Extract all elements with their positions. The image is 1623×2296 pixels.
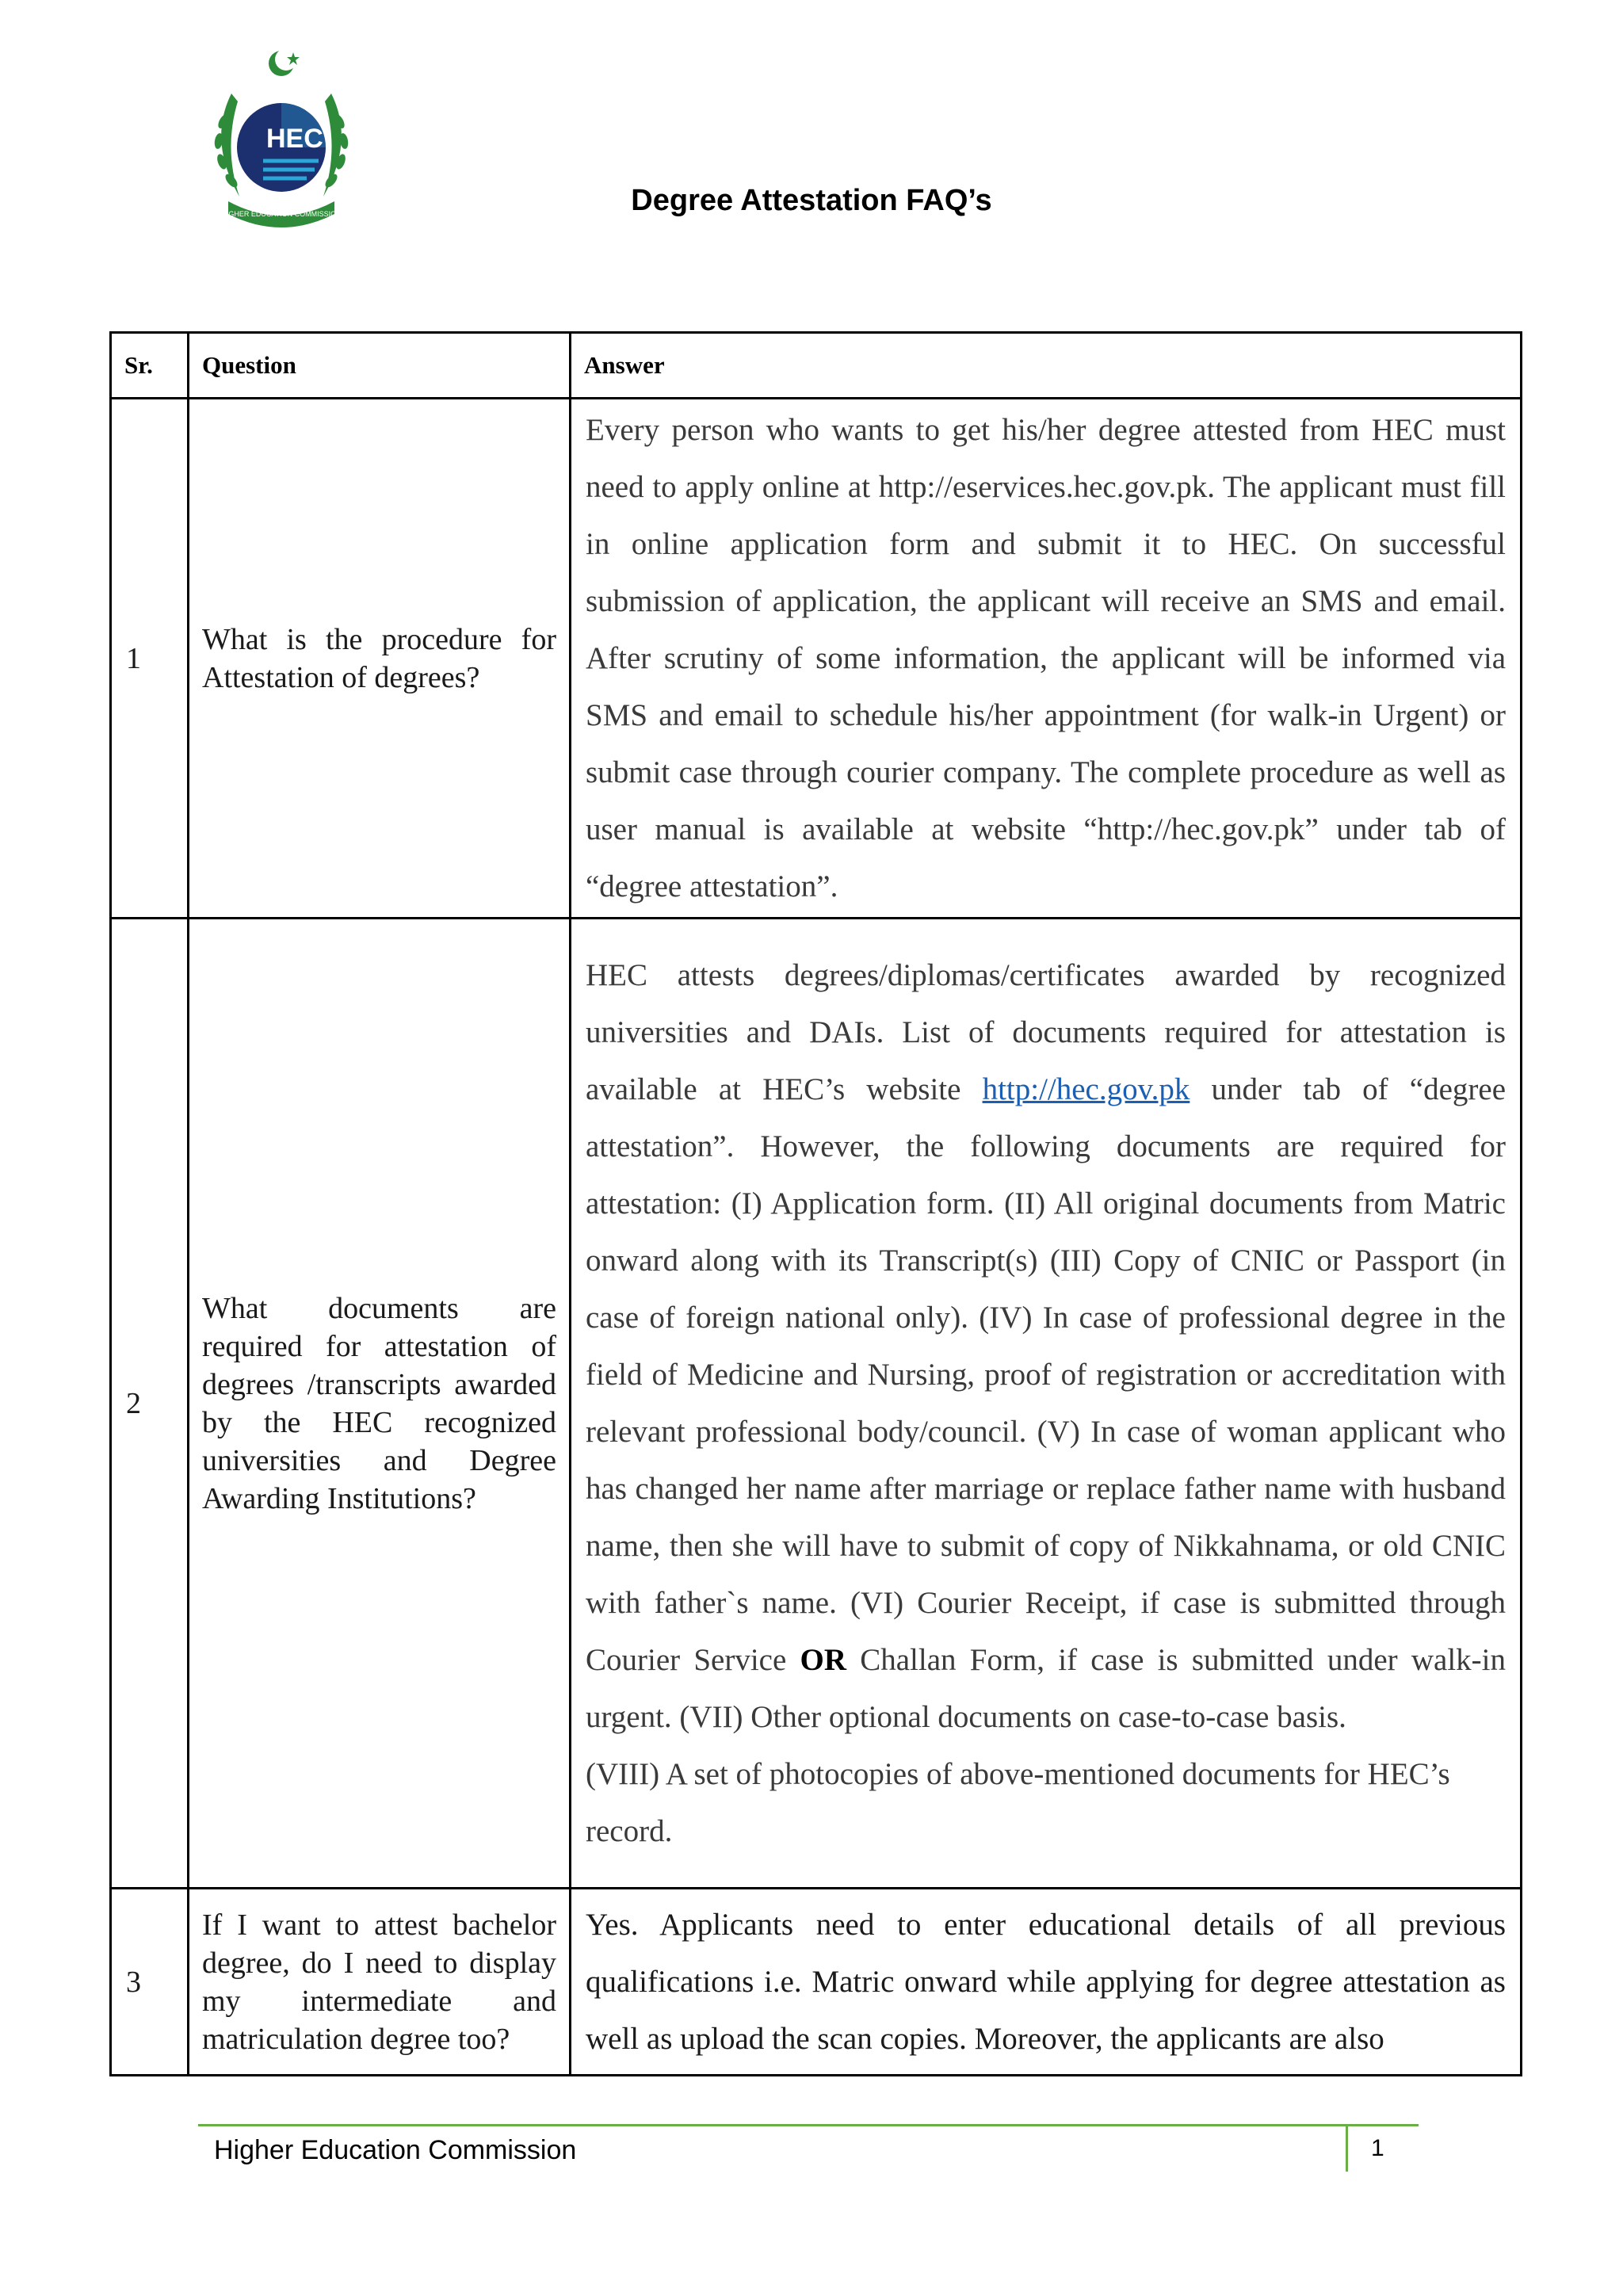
- page-number: 1: [1371, 2135, 1384, 2161]
- table-row: [111, 919, 1522, 1889]
- header-answer: Answer: [571, 333, 1522, 399]
- answer-or-emphasis: OR: [800, 1642, 847, 1677]
- logo-ring-text: HIGHER EDUCATION COMMISSION: [221, 210, 342, 218]
- faq-table: [109, 331, 1522, 2076]
- answer-paragraph: [586, 947, 1506, 1746]
- row-question: What is the procedure for Attestation of degrees?: [189, 399, 571, 919]
- table-row: [111, 1889, 1522, 2076]
- answer-text: HEC attests degrees/diplomas/certificates awarded by recognized universities and DAIs. List of documents required for attestation is available at HEC’s website: [586, 957, 1506, 1106]
- footer-divider: [198, 2124, 1419, 2126]
- row-question: If I want to attest bachelor degree, do I need to display my intermediate and matriculation degree too?: [189, 1889, 571, 2076]
- answer-text: Challan Form, if case is submitted under walk-in urgent. (VII) Other optional documents on case-to-case basis.: [586, 1642, 1507, 1734]
- table-row: [111, 399, 1522, 919]
- logo-brand-text: HEC: [266, 124, 323, 154]
- footer-page-divider: [1346, 2124, 1348, 2172]
- hec-website-link[interactable]: http://hec.gov.pk: [982, 1072, 1190, 1106]
- row-answer: Every person who wants to get his/her degree attested from HEC must need to apply online at http://eservices.hec.gov.pk. The applicant must fill in online application form and submit it to HEC. On successful submission of application, the applicant will receive an SMS and email. After scrutiny of some information, the applicant will be informed via SMS and email to schedule his/her appointment (for walk-in Urgent) or submit case through courier company. The complete procedure as well as user manual is available at website “http://hec.gov.pk” under tab of “degree attestation”.: [571, 399, 1522, 919]
- row-question: What documents are required for attestation of degrees /transcripts awarded by the HEC recognized universities and Degree Awarding Institutions?: [189, 919, 571, 1889]
- answer-paragraph: (VIII) A set of photocopies of above-mentioned documents for HEC’s record.: [586, 1756, 1450, 1848]
- crescent-star-icon: [269, 48, 300, 76]
- row-answer: [571, 919, 1522, 1889]
- page-title: Degree Attestation FAQ’s: [631, 184, 992, 217]
- row-sr: 2: [111, 919, 189, 1889]
- row-sr: 1: [111, 399, 189, 919]
- header-question: Question: [189, 333, 571, 399]
- answer-text: under tab of “degree attestation”. However, the following documents are required for attestation: (I) Application form. (II) All original documents from Matric onward along with its Transcript(s) (III) Copy of CNIC or Passport (in case of foreign national only). (IV) In case of professional degree in the field of Medicine and Nursing, proof of registration or accreditation with relevant professional body/council. (V) In case of woman applicant who has changed her name after marriage or replace father name with husband name, then she will have to submit of copy of Nikkahnama, or old CNIC with father`s name. (VI) Courier Receipt, if case is submitted through Courier Service: [586, 1072, 1507, 1677]
- header-sr: Sr.: [111, 333, 189, 399]
- row-answer: Yes. Applicants need to enter educational details of all previous qualifications i.e. Matric onward while applying for degree attestation as well as upload the scan copies. Moreover, the applicants are also: [571, 1889, 1522, 2076]
- footer-organization: Higher Education Commission: [214, 2135, 577, 2165]
- table-header-row: [111, 333, 1522, 399]
- row-sr: 3: [111, 1889, 189, 2076]
